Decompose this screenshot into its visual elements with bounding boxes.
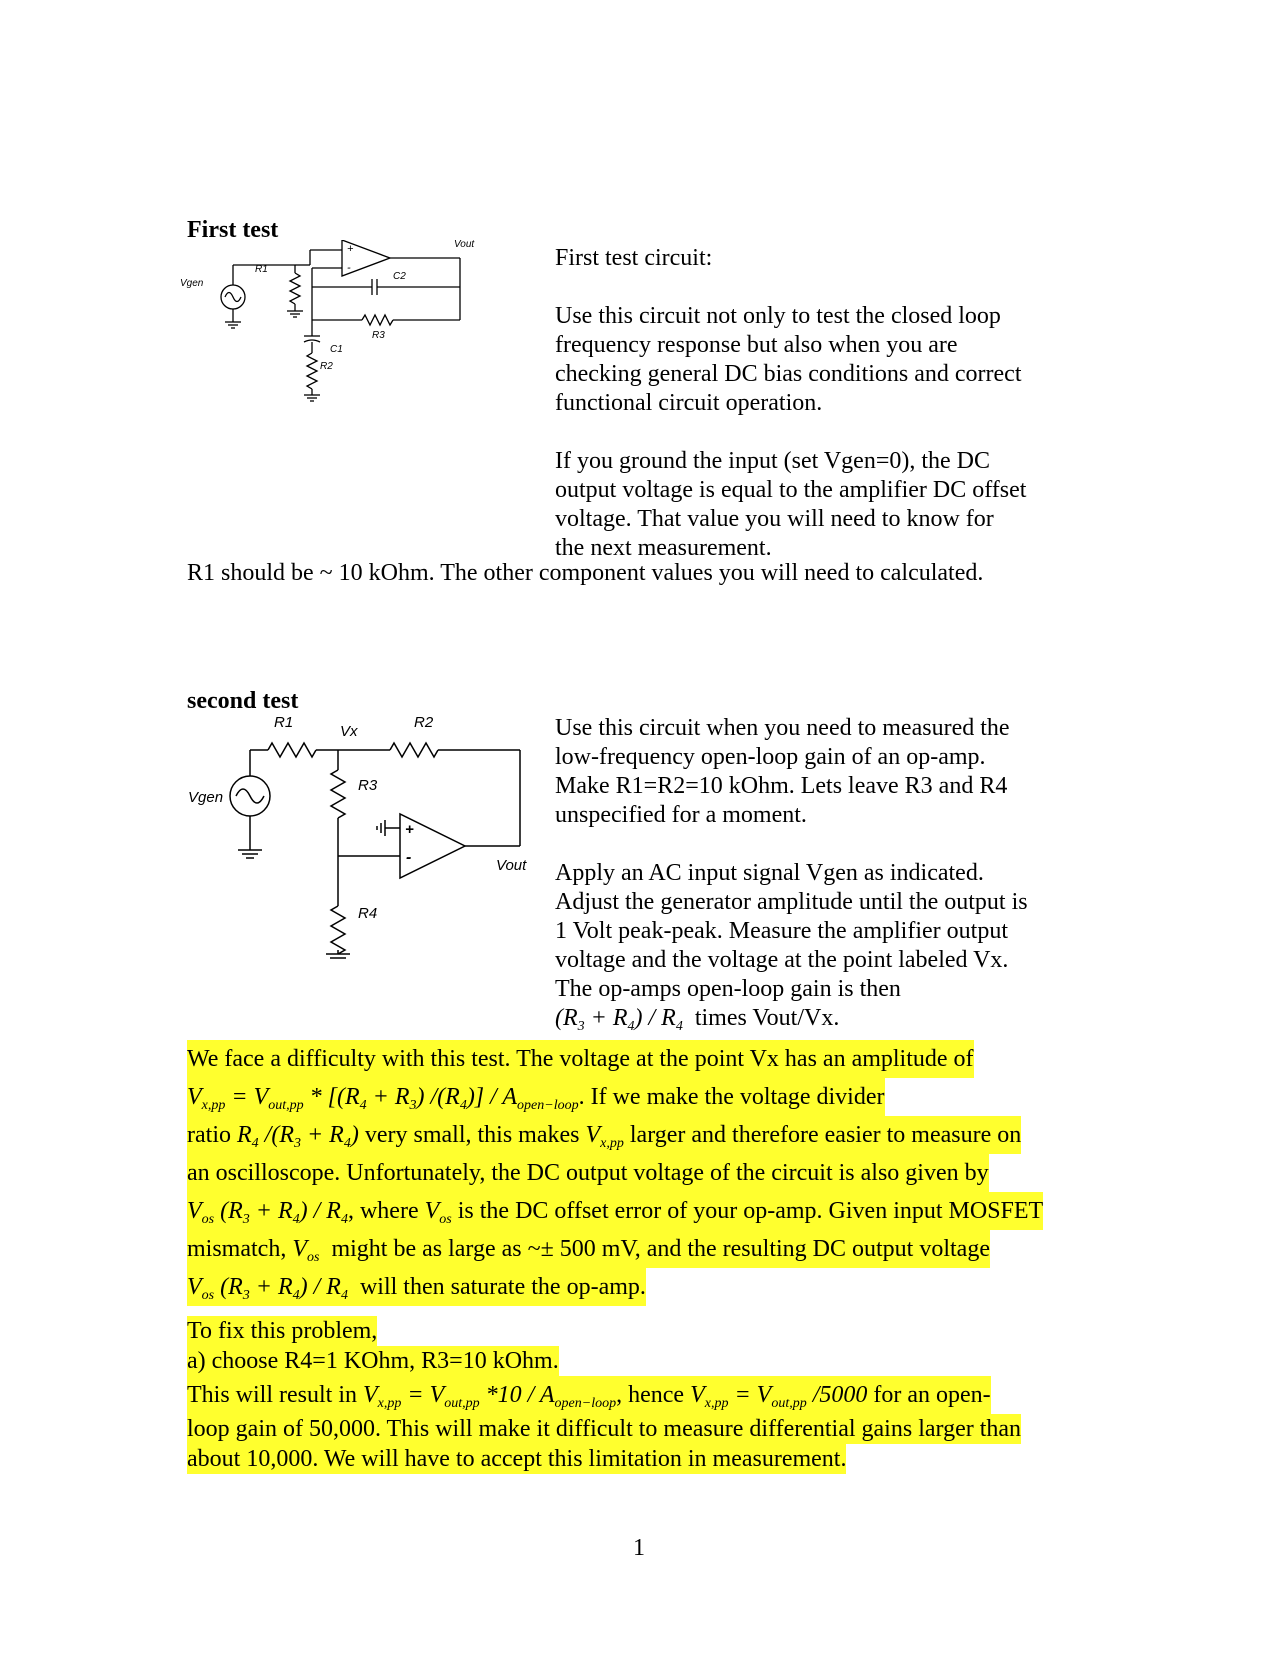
- r1-resistor-symbol: [290, 273, 300, 304]
- st-r1-label: R1: [274, 714, 294, 731]
- first-test-heading: First test: [187, 217, 279, 243]
- first-test-circuit-diagram: [180, 240, 520, 430]
- first-test-caption: First test circuit:: [555, 245, 713, 271]
- ft-r1-label: R1: [255, 264, 268, 275]
- open-loop-gain-formula: $(R_3 + R_4) / R_4$ times Vout/Vx.: [555, 1005, 840, 1034]
- ft-r2-label: R2: [320, 361, 333, 372]
- page-number: 1: [633, 1535, 645, 1561]
- st-vout-label: Vout: [496, 857, 527, 874]
- ft-r3-label: R3: [372, 330, 385, 341]
- st-minus-label: -: [406, 849, 412, 866]
- r2-resistor-symbol: [390, 743, 438, 757]
- fix-paragraph: To fix this problem, a) choose R4=1 KOhm, R3=10 kOhm. This will result in $V_{x,pp} = V_{out,pp}$ $*10 / A_{open-loop}$, hence $V_{x,pp} = V_{out,pp}$ /5000 for an open- loop gain of 50,000. This will make it difficult to measure differential gains larger than about 10,000. We will have to accept this limitation in measurement.: [187, 1318, 1022, 1472]
- r2-resistor-symbol: [307, 353, 317, 389]
- ft-c1-label: C1: [330, 344, 343, 355]
- second-test-circuit-diagram: [180, 710, 540, 960]
- st-vgen-label: Vgen: [188, 789, 224, 806]
- st-plus-label: +: [405, 821, 414, 838]
- st-vx-label: Vx: [340, 723, 358, 740]
- second-test-text-block: Use this circuit when you need to measured the low-frequency open-loop gain of an op-amp. Make R1=R2=10 kOhm. Lets leave R3 and R4 unspecified for a moment. Apply an AC input signal Vgen as indicated. Adjust the generator amplitude until the output is 1 Volt peak-peak. Measure the amplifier output voltage and the voltage at the point labeled Vx. The op-amps open-loop gain is then $(R_3 + R_4) / R_4$ times Vout/Vx.: [555, 715, 1028, 1034]
- r3-resistor-symbol: [331, 770, 345, 818]
- ft-plus-label: +: [347, 243, 354, 255]
- second-test-heading: second test: [187, 688, 299, 714]
- ft-vgen-label: Vgen: [180, 278, 204, 289]
- ft-c2-label: C2: [393, 271, 406, 282]
- st-r4-label: R4: [358, 905, 378, 922]
- first-test-note: R1 should be ~ 10 kOhm. The other component values you will need to calculated.: [187, 560, 984, 586]
- r4-resistor-symbol: [331, 906, 345, 954]
- st-r2-label: R2: [414, 714, 434, 731]
- ft-minus-label: -: [347, 262, 351, 274]
- first-test-text-block: First test circuit: Use this circuit not only to test the closed loop frequency response but also when you are checking general DC bias conditions and correct functional circuit operation. If you ground the input (set Vgen=0), the DC output voltage is equal to the amplifier DC offset voltage. That value you will need to know for the next measurement.: [555, 245, 1027, 561]
- st-r3-label: R3: [358, 777, 378, 794]
- difficulty-paragraph: We face a difficulty with this test. The voltage at the point Vx has an amplitude of $V_{x,pp} = V_{out,pp} * [(R_4 + R_3)$ $/(R_4)] / A_{open-loop}$. If we make the voltage divider ratio $R_4$ $/(R_3 + R_4)$ very small, this makes $V_{x,pp}$ larger and therefore easier to measure on an oscilloscope. Unfortunately, the DC output voltage of the circuit is also given by $V_{os}$ $(R_3 + R_4) / R_4$, where $V_{os}$ is the DC offset error of your op-amp. Given input MOSFET mismatch, $V_{os}$ might be as large as ~± 500 mV, and the resulting DC output voltage $V_{os}$ $(R_3 + R_4) / R_4$ will then saturate the op-amp.: [187, 1040, 1043, 1306]
- r3-resistor-symbol: [362, 315, 393, 325]
- ft-vout-label: Vout: [454, 240, 475, 250]
- r1-resistor-symbol: [268, 743, 316, 757]
